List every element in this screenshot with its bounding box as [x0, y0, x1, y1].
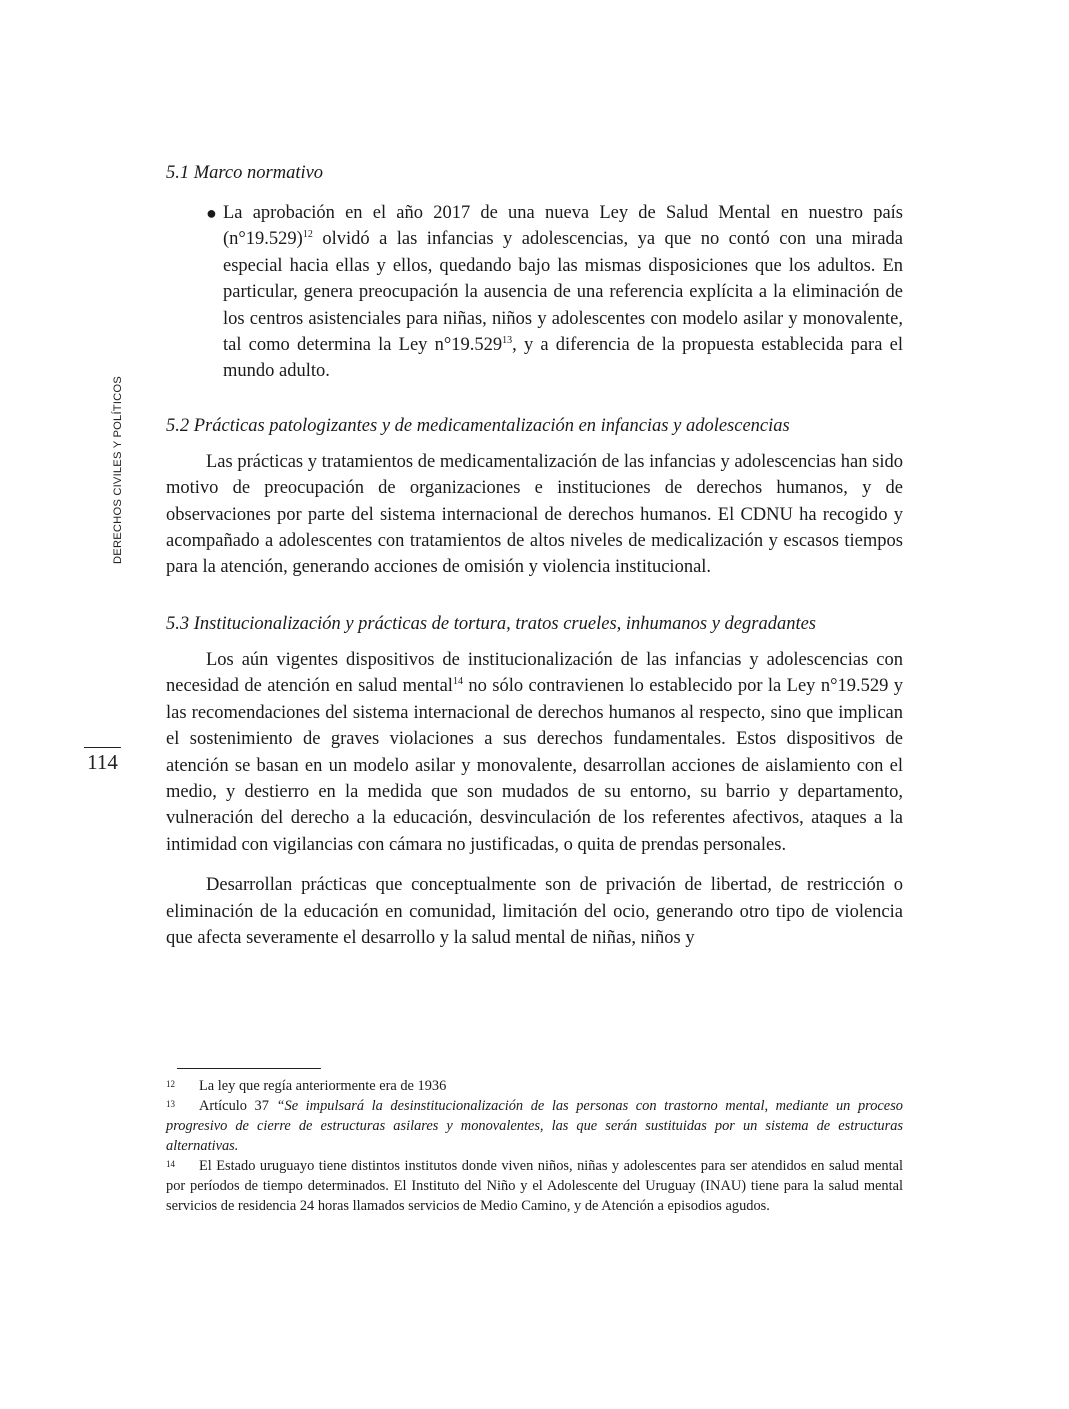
footnote-12	[166, 1076, 903, 1096]
page-number-rule	[84, 747, 121, 748]
bullet-item	[166, 200, 903, 385]
footnote-14	[166, 1156, 903, 1216]
paragraph-5-3-2: Desarrollan prácticas que conceptualmente son de privación de libertad, de restricción o eliminación de la educación en comunidad, limitación del ocio, generando otro tipo de violencia que afecta severamente el desarrollo y la salud mental de niñas, niños y	[166, 875, 903, 948]
page-number: 114	[87, 750, 118, 774]
paragraph-text-part: Los aún vigentes dispositivos de institucionalización de las infancias y adolescencias con necesidad de atención en salud mental	[166, 649, 903, 697]
footnote-ref-12: 12	[302, 229, 313, 241]
section-heading-5-1: 5.1 Marco normativo	[166, 163, 324, 183]
footnote-number: 13	[166, 1099, 175, 1109]
footnote-ref-14: 14	[452, 676, 463, 688]
footnote-number: 12	[166, 1079, 175, 1089]
footnote-text: Artículo 37	[199, 1098, 277, 1114]
paragraph-5-2: Las prácticas y tratamientos de medicamentalización de las infancias y adolescencias han sido motivo de preocupación de organizaciones e instituciones de derechos humanos, y de observaciones por parte del sistema internacional de derechos humanos. El CDNU ha recogido y acompañado a adolescentes con tratamientos de altos niveles de medicalización y escasos tiempos para la atención, generando acciones de omisión y violencia institucional.	[166, 451, 903, 578]
bullet-text-part: olvidó a las infancias y adolescencias, ya que no contó con una mirada especial hacia ellas y ellos, quedando bajo las mismas disposiciones que los adultos. En particular, genera preocupación la ausencia de una referencia explícita a la eliminación de los centros asistenciales para niñas, niños y adolescentes con modelo asilar y monovalente, tal como determina la Ley n°19.529	[223, 229, 903, 356]
footnote-separator	[177, 1068, 321, 1069]
bullet-paragraph	[223, 200, 903, 385]
paragraph-text-part: no sólo contravienen lo establecido por la Ley n°19.529 y las recomendaciones del sistema internacional de derechos humanos al respecto, sino que implican el sostenimiento de graves violaciones a sus derechos fundamentales. Estos dispositivos de atención se basan en un modelo asilar y monovalente, desarrollan acciones de aislamiento con el medio, y destierro en la medida que son mudados de su entorno, su barrio y departamento, vulneración del derecho a la educación, desvinculación de los referentes afectivos, ataques a la intimidad con vigilancias con cámara no justificadas, o quita de prendas personales.	[166, 676, 903, 855]
section-heading-5-2: 5.2 Prácticas patologizantes y de medicamentalización en infancias y adolescencias	[166, 415, 790, 436]
bullet-text-part: La aprobación en el año 2017 de una nueva Ley de Salud Mental en nuestro país (n°19.529)	[223, 203, 903, 250]
footnote-text: La ley que regía anteriormente era de 1936	[199, 1078, 447, 1094]
bullet-dot-icon: ●	[206, 203, 217, 223]
bullet-text-part: , y a diferencia de la propuesta establecida para el mundo adulto.	[223, 335, 903, 382]
footnote-number: 14	[166, 1159, 175, 1169]
footnote-quote: “Se impulsará la desinstitucionalización de las personas con trastorno mental, mediante un proceso progresivo de cierre de estructuras asilares y monovalentes, las que serán sustituidas por un sistema de estructuras alternativas.	[166, 1098, 903, 1154]
running-head-side-label: DERECHOS CIVILES Y POLÍTICOS	[112, 376, 124, 564]
footnote-13	[166, 1096, 903, 1156]
footnotes	[166, 1076, 903, 1216]
footnote-text: El Estado uruguayo tiene distintos institutos donde viven niños, niñas y adolescentes para ser atendidos en salud mental por períodos de tiempo determinados. El Instituto del Niño y el Adolescente del Uruguay (INAU) tiene para la salud mental servicios de residencia 24 horas llamados servicios de Medio Camino, y de Atención a episodios agudos.	[166, 1158, 903, 1214]
main-content	[166, 160, 903, 951]
section-heading-5-3: 5.3 Institucionalización y prácticas de tortura, tratos crueles, inhumanos y degradantes	[166, 613, 817, 634]
footnote-ref-13: 13	[502, 334, 513, 346]
paragraph-5-3-1	[166, 647, 903, 858]
